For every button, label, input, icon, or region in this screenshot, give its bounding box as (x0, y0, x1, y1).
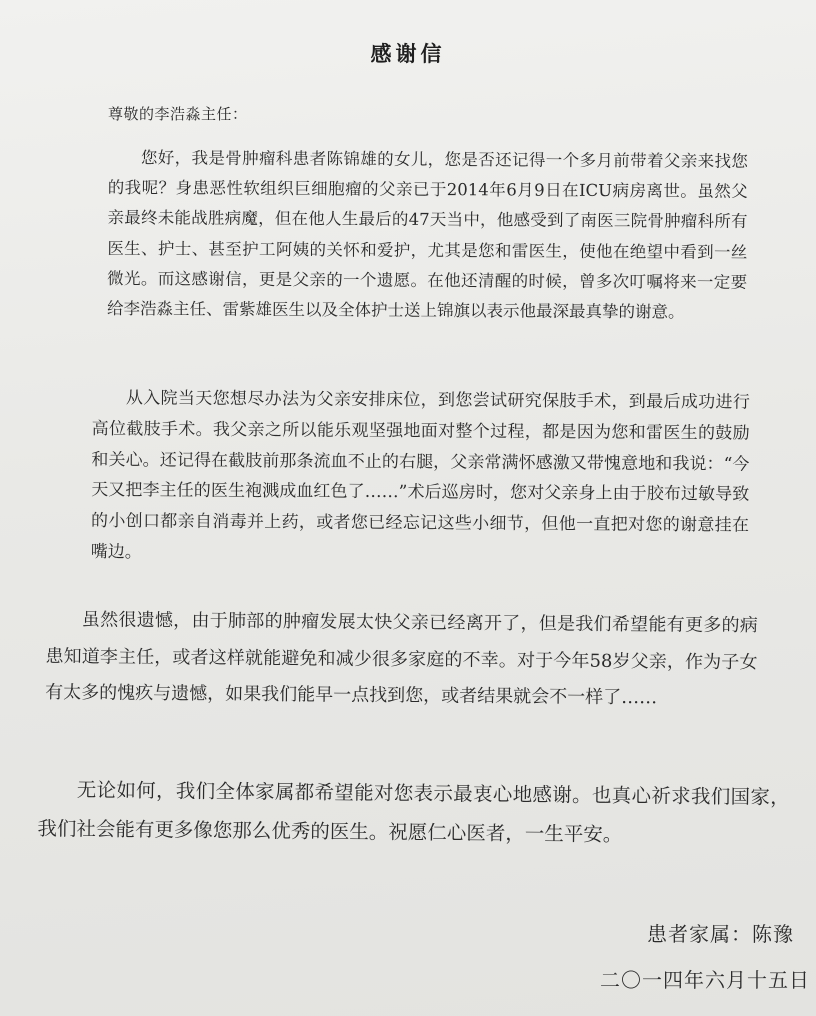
salutation: 尊敬的李浩淼主任： (108, 105, 248, 123)
signature-line: 患者家属：陈豫 (647, 922, 794, 946)
paragraph-4: 无论如何，我们全体家属都希望能对您表示最衷心地感谢。也真心祈求我们国家，我们社会能有更多像您那么优秀的医生。祝愿仁心医者，一生平安。 (37, 778, 790, 847)
paragraph-3: 虽然很遗憾，由于肺部的肿瘤发展太快父亲已经离开了，但是我们希望能有更多的病患知道李主任，或者这样就能避免和减少很多家庭的不幸。对于今年58岁父亲，作为子女有太多的愧疚与遗憾，如果我们能早一点找到您，或者结果就会不一样了…… (45, 609, 758, 709)
paragraph-1: 您好，我是骨肿瘤科患者陈锦雄的女儿，您是否还记得一个多月前带着父亲来找您的我呢？身患恶性软组织巨细胞瘤的父亲已于2014年6月9日在ICU病房离世。虽然父亲最终未能战胜病魔，但在他人生最后的47天当中，他感受到了南医三院骨肿瘤科所有医生、护士、甚至护工阿姨的关怀和爱护，尤其是您和雷医生，使他在绝望中看到一丝微光。而这感谢信，更是父亲的一个遗愿。在他还清醒的时候，曾多次叮嘱将来一定要给李浩淼主任、雷紫雄医生以及全体护士送上锦旗以表示他最深最真挚的谢意。 (106, 148, 748, 322)
letter-date: 二〇一四年六月十五日 (600, 968, 810, 992)
letter-title: 感谢信 (370, 41, 446, 66)
paragraph-2: 从入院当天您想尽办法为父亲安排床位，到您尝试研究保肢手术，到最后成功进行高位截肢手术。我父亲之所以能乐观坚强地面对整个过程，都是因为您和雷医生的鼓励和关心。还记得在截肢前那条流血不止的右腿，父亲常满怀感激又带愧意地和我说：“今天又把李主任的医生袍溅成血红色了……”术后巡房时，您对父亲身上由于胶布过敏导致的小创口都亲自消毒并上药，或者您已经忘记这些小细节，但他一直把对您的谢意挂在嘴边。 (90, 388, 750, 563)
